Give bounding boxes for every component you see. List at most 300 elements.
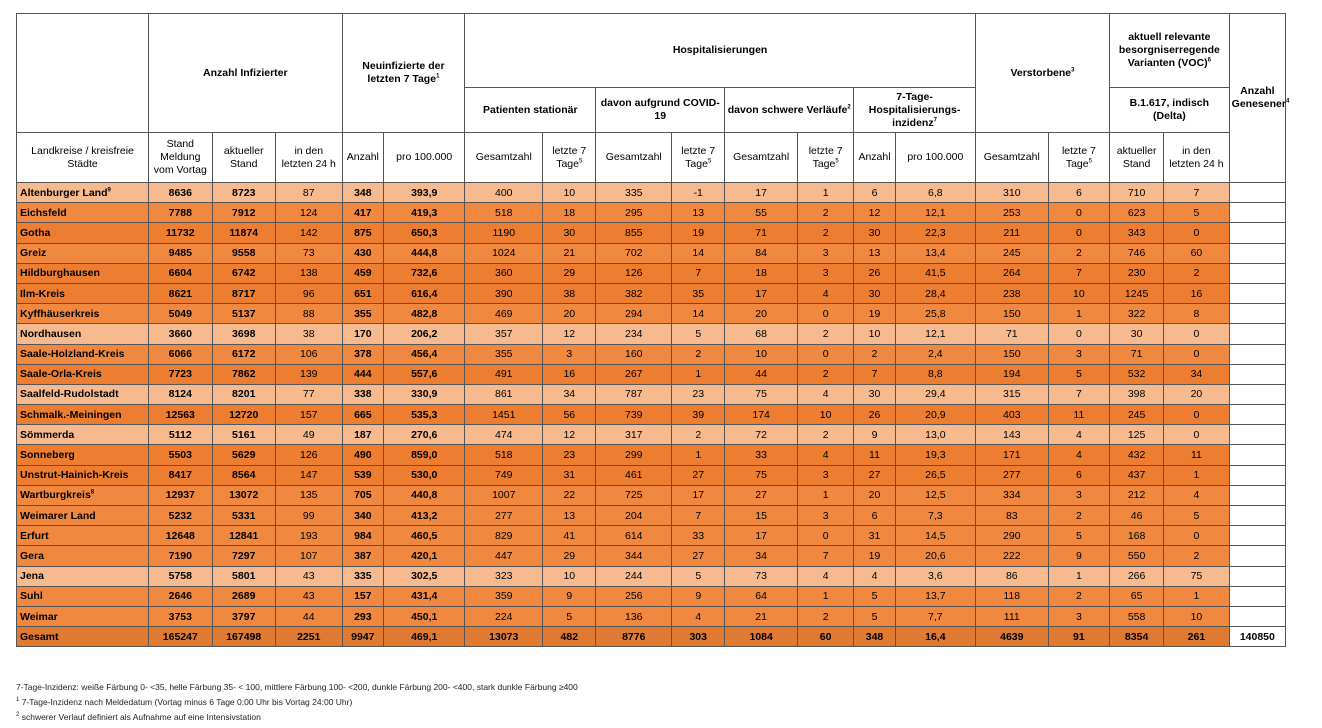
table-container [16, 13, 1290, 647]
table-cell: 118 [975, 586, 1048, 606]
table-cell: 277 [465, 506, 543, 526]
table-cell: 21 [725, 606, 798, 626]
table-cell: 20 [725, 304, 798, 324]
table-cell: 10 [543, 183, 596, 203]
table-cell: 322 [1110, 304, 1164, 324]
table-cell: 111 [975, 606, 1048, 626]
table-cell: 398 [1110, 384, 1164, 404]
header-aktueller-stand: aktueller Stand [1110, 133, 1164, 183]
table-cell: 12720 [212, 405, 275, 425]
table-cell: 3,6 [895, 566, 975, 586]
table-cell: 482,8 [384, 304, 465, 324]
table-cell: 25,8 [895, 304, 975, 324]
table-cell: 3797 [212, 606, 275, 626]
district-name: Gesamt [17, 627, 149, 647]
table-cell: 34 [543, 384, 596, 404]
table-cell: 2 [798, 223, 854, 243]
table-cell: 875 [342, 223, 384, 243]
table-cell: 20,9 [895, 405, 975, 425]
table-cell: 21 [543, 243, 596, 263]
table-cell: 4 [1048, 445, 1109, 465]
table-cell: 2 [798, 425, 854, 445]
table-cell: 518 [465, 203, 543, 223]
table-cell: 8201 [212, 384, 275, 404]
table-cell: 12,1 [895, 324, 975, 344]
table-cell: 31 [854, 526, 896, 546]
table-cell: 17 [725, 283, 798, 303]
table-cell: 12841 [212, 526, 275, 546]
table-cell: 29 [543, 546, 596, 566]
table-cell: 474 [465, 425, 543, 445]
table-row [17, 324, 1286, 344]
table-cell: 11732 [149, 223, 212, 243]
table-cell: 41,5 [895, 263, 975, 283]
table-cell: 238 [975, 283, 1048, 303]
table-cell: 3 [798, 506, 854, 526]
header-gesamtzahl: Gesamtzahl [975, 133, 1048, 183]
table-cell: 6 [854, 506, 896, 526]
table-cell: 2 [672, 425, 725, 445]
table-cell: 6172 [212, 344, 275, 364]
table-cell: 315 [975, 384, 1048, 404]
table-cell: 1 [1048, 566, 1109, 586]
table-cell: 393,9 [384, 183, 465, 203]
district-name: Sömmerda [17, 425, 149, 445]
table-cell: 87 [275, 183, 342, 203]
table-cell: 211 [975, 223, 1048, 243]
table-cell: 13,7 [895, 586, 975, 606]
table-cell: 444,8 [384, 243, 465, 263]
table-cell: 355 [342, 304, 384, 324]
genesene-cell [1229, 606, 1285, 626]
table-cell: 11 [1048, 405, 1109, 425]
table-cell: 6 [854, 183, 896, 203]
table-cell: 359 [465, 586, 543, 606]
table-cell: 10 [1048, 283, 1109, 303]
header-letzte-7-tage: letzte 7 Tage$^5$ [798, 133, 854, 183]
table-cell: 170 [342, 324, 384, 344]
table-cell: 2,4 [895, 344, 975, 364]
table-cell: 340 [342, 506, 384, 526]
table-cell: 665 [342, 405, 384, 425]
table-cell: 193 [275, 526, 342, 546]
table-cell: 13,0 [895, 425, 975, 445]
table-cell: 11 [1164, 445, 1230, 465]
table-cell: 150 [975, 344, 1048, 364]
table-cell: 77 [275, 384, 342, 404]
table-cell: 139 [275, 364, 342, 384]
header-letzte-7-tage: letzte 7 Tage$^5$ [543, 133, 596, 183]
header-pro-100000: pro 100.000 [384, 133, 465, 183]
table-cell: 518 [465, 445, 543, 465]
table-cell: 1 [798, 586, 854, 606]
district-name: Weimarer Land [17, 506, 149, 526]
table-row [17, 445, 1286, 465]
genesene-cell [1229, 324, 1285, 344]
table-cell: 23 [672, 384, 725, 404]
table-cell: 5 [543, 606, 596, 626]
table-cell: 431,4 [384, 586, 465, 606]
table-cell: 64 [725, 586, 798, 606]
table-row [17, 546, 1286, 566]
table-cell: 348 [342, 183, 384, 203]
header-anzahl: Anzahl [342, 133, 384, 183]
table-cell: 8417 [149, 465, 212, 485]
genesene-cell [1229, 263, 1285, 283]
table-cell: 20 [1164, 384, 1230, 404]
table-cell: 1 [798, 183, 854, 203]
table-cell: 0 [1164, 526, 1230, 546]
genesene-cell [1229, 223, 1285, 243]
table-cell: 616,4 [384, 283, 465, 303]
table-cell: 75 [1164, 566, 1230, 586]
table-cell: 0 [798, 344, 854, 364]
table-cell: 16,4 [895, 627, 975, 647]
table-cell: 9 [672, 586, 725, 606]
table-cell: 9558 [212, 243, 275, 263]
table-cell: 2 [1048, 243, 1109, 263]
table-cell: 35 [672, 283, 725, 303]
table-cell: 430 [342, 243, 384, 263]
table-cell: 787 [596, 384, 672, 404]
table-cell: 338 [342, 384, 384, 404]
header-hospitalisierungen: Hospitalisierungen [465, 14, 976, 88]
table-cell: 7912 [212, 203, 275, 223]
table-cell: 4 [1048, 425, 1109, 445]
table-cell: 71 [725, 223, 798, 243]
table-cell: 9 [1048, 546, 1109, 566]
table-cell: 171 [975, 445, 1048, 465]
genesene-cell [1229, 344, 1285, 364]
table-cell: 302,5 [384, 566, 465, 586]
table-cell: 5331 [212, 506, 275, 526]
table-body [17, 183, 1286, 647]
table-cell: 1 [672, 364, 725, 384]
table-cell: 33 [672, 526, 725, 546]
table-cell: 5 [1164, 203, 1230, 223]
table-cell: 295 [596, 203, 672, 223]
table-cell: 461 [596, 465, 672, 485]
table-cell: 136 [596, 606, 672, 626]
table-cell: 413,2 [384, 506, 465, 526]
table-cell: 558 [1110, 606, 1164, 626]
table-cell: 147 [275, 465, 342, 485]
table-cell: 3698 [212, 324, 275, 344]
table-cell: 206,2 [384, 324, 465, 344]
header-in-den-24h: in den letzten 24 h [1164, 133, 1230, 183]
table-cell: 2 [798, 606, 854, 626]
district-name: Kyffhäuserkreis [17, 304, 149, 324]
table-cell: 34 [725, 546, 798, 566]
footnotes [16, 680, 578, 725]
header-aktueller-stand: aktueller Stand [212, 133, 275, 183]
table-cell: 344 [596, 546, 672, 566]
table-cell: 3 [798, 263, 854, 283]
table-cell: 417 [342, 203, 384, 223]
table-cell: 20 [543, 304, 596, 324]
table-cell: 1 [798, 485, 854, 505]
table-cell: 204 [596, 506, 672, 526]
table-cell: 702 [596, 243, 672, 263]
table-cell: 30 [543, 223, 596, 243]
table-cell: 6 [1048, 465, 1109, 485]
table-cell: 2251 [275, 627, 342, 647]
table-row [17, 283, 1286, 303]
table-cell: 360 [465, 263, 543, 283]
table-cell: 1084 [725, 627, 798, 647]
table-cell: 984 [342, 526, 384, 546]
table-cell: 532 [1110, 364, 1164, 384]
table-cell: 138 [275, 263, 342, 283]
table-cell: 174 [725, 405, 798, 425]
table-total-row [17, 627, 1286, 647]
table-cell: 19 [672, 223, 725, 243]
table-cell: 44 [725, 364, 798, 384]
table-cell: 14 [672, 304, 725, 324]
table-cell: 323 [465, 566, 543, 586]
table-row [17, 223, 1286, 243]
table-cell: 12937 [149, 485, 212, 505]
table-cell: 739 [596, 405, 672, 425]
header-anzahl: Anzahl [854, 133, 896, 183]
table-cell: 84 [725, 243, 798, 263]
district-name: Gera [17, 546, 149, 566]
table-cell: 27 [725, 485, 798, 505]
table-cell: 30 [854, 223, 896, 243]
header-anzahl-infizierter: Anzahl Infizierter [149, 14, 342, 133]
table-cell: 270,6 [384, 425, 465, 445]
table-cell: 124 [275, 203, 342, 223]
table-cell: 390 [465, 283, 543, 303]
table-cell: 83 [975, 506, 1048, 526]
table-cell: 10 [854, 324, 896, 344]
table-cell: 5137 [212, 304, 275, 324]
table-cell: 244 [596, 566, 672, 586]
district-name: Saale-Orla-Kreis [17, 364, 149, 384]
table-cell: 746 [1110, 243, 1164, 263]
table-cell: 334 [975, 485, 1048, 505]
header-hosp-inzidenz: 7-Tage-Hospitalisierungs-inzidenz$^7$ [854, 88, 976, 133]
table-cell: 8 [1164, 304, 1230, 324]
table-cell: 749 [465, 465, 543, 485]
district-name: Schmalk.-Meiningen [17, 405, 149, 425]
table-cell: 2 [672, 344, 725, 364]
table-cell: 212 [1110, 485, 1164, 505]
table-cell: 5 [854, 606, 896, 626]
table-cell: 22,3 [895, 223, 975, 243]
table-cell: 17 [725, 526, 798, 546]
table-cell: 557,6 [384, 364, 465, 384]
table-cell: 16 [1164, 283, 1230, 303]
table-cell: 3 [798, 243, 854, 263]
table-row [17, 243, 1286, 263]
table-cell: 245 [1110, 405, 1164, 425]
genesene-cell [1229, 506, 1285, 526]
table-cell: 44 [275, 606, 342, 626]
district-name: Wartburgkreis$^8$ [17, 485, 149, 505]
table-row [17, 183, 1286, 203]
table-cell: 6742 [212, 263, 275, 283]
genesene-cell [1229, 546, 1285, 566]
table-cell: 22 [543, 485, 596, 505]
table-cell: 343 [1110, 223, 1164, 243]
table-cell: 10 [798, 405, 854, 425]
table-row [17, 384, 1286, 404]
table-cell: 266 [1110, 566, 1164, 586]
table-cell: 12648 [149, 526, 212, 546]
genesene-cell [1229, 283, 1285, 303]
table-cell: 33 [725, 445, 798, 465]
table-row [17, 203, 1286, 223]
table-cell: 2 [798, 324, 854, 344]
table-cell: 382 [596, 283, 672, 303]
table-cell: 855 [596, 223, 672, 243]
table-cell: 14 [672, 243, 725, 263]
district-name: Suhl [17, 586, 149, 606]
table-cell: 30 [1110, 324, 1164, 344]
table-row [17, 526, 1286, 546]
table-cell: 38 [275, 324, 342, 344]
table-cell: 19 [854, 546, 896, 566]
table-cell: 3753 [149, 606, 212, 626]
table-cell: 5758 [149, 566, 212, 586]
table-cell: 65 [1110, 586, 1164, 606]
table-cell: 19 [854, 304, 896, 324]
district-name: Altenburger Land$^9$ [17, 183, 149, 203]
header-voc: aktuell relevante besorgniserregende Varianten (VOC)$^6$ [1110, 14, 1230, 88]
genesene-cell [1229, 243, 1285, 263]
table-cell: 1451 [465, 405, 543, 425]
table-cell: 7 [1048, 384, 1109, 404]
table-cell: 14,5 [895, 526, 975, 546]
table-cell: 167498 [212, 627, 275, 647]
header-blank [17, 14, 149, 133]
header-pro-100000: pro 100.000 [895, 133, 975, 183]
table-cell: 387 [342, 546, 384, 566]
table-cell: 5232 [149, 506, 212, 526]
table-cell: 437 [1110, 465, 1164, 485]
table-cell: 7 [854, 364, 896, 384]
table-cell: 1 [1164, 465, 1230, 485]
district-name: Eichsfeld [17, 203, 149, 223]
table-cell: 0 [1048, 324, 1109, 344]
table-cell: 4639 [975, 627, 1048, 647]
table-row [17, 485, 1286, 505]
table-cell: 7297 [212, 546, 275, 566]
table-cell: 460,5 [384, 526, 465, 546]
table-cell: 13,4 [895, 243, 975, 263]
footnote-legend: 7-Tage-Inzidenz: weiße Färbung 0- <35, helle Färbung 35- < 100, mittlere Färbung 100- <200, dunkle Färbung 200- <400, stark dunkle Färbung ≥400 [16, 682, 578, 692]
table-cell: 142 [275, 223, 342, 243]
table-cell: 447 [465, 546, 543, 566]
table-cell: 6 [1048, 183, 1109, 203]
table-cell: 125 [1110, 425, 1164, 445]
table-cell: 4 [798, 384, 854, 404]
table-cell: 126 [596, 263, 672, 283]
table-cell: 165247 [149, 627, 212, 647]
table-cell: 27 [854, 465, 896, 485]
table-cell: 550 [1110, 546, 1164, 566]
table-cell: 12 [543, 324, 596, 344]
table-cell: 6066 [149, 344, 212, 364]
table-cell: 482 [543, 627, 596, 647]
table-cell: 7723 [149, 364, 212, 384]
table-row [17, 364, 1286, 384]
table-cell: 5503 [149, 445, 212, 465]
table-cell: 157 [342, 586, 384, 606]
header-neuinfizierte: Neuinfizierte der letzten 7 Tage$^1$ [342, 14, 465, 133]
genesene-cell [1229, 405, 1285, 425]
footnote-1: $^1$ 7-Tage-Inzidenz nach Meldedatum (Vortag minus 6 Tage 0:00 Uhr bis Vortag 24:00 Uhr) [16, 697, 353, 707]
table-cell: 16 [543, 364, 596, 384]
table-cell: 10 [543, 566, 596, 586]
header-in-den-24h: in den letzten 24 h [275, 133, 342, 183]
table-cell: 39 [672, 405, 725, 425]
table-cell: 9 [854, 425, 896, 445]
table-cell: 73 [725, 566, 798, 586]
table-cell: 317 [596, 425, 672, 445]
table-cell: 0 [1048, 203, 1109, 223]
table-cell: 28,4 [895, 283, 975, 303]
table-cell: 0 [1164, 344, 1230, 364]
table-row [17, 606, 1286, 626]
table-cell: 2 [798, 364, 854, 384]
table-cell: 1024 [465, 243, 543, 263]
table-cell: 5 [672, 324, 725, 344]
table-cell: 71 [1110, 344, 1164, 364]
table-cell: 403 [975, 405, 1048, 425]
genesene-cell [1229, 586, 1285, 606]
table-cell: 256 [596, 586, 672, 606]
table-cell: 8564 [212, 465, 275, 485]
table-cell: 23 [543, 445, 596, 465]
table-cell: 0 [1164, 223, 1230, 243]
table-cell: 1 [1048, 304, 1109, 324]
district-name: Gotha [17, 223, 149, 243]
genesene-cell [1229, 485, 1285, 505]
table-cell: 469 [465, 304, 543, 324]
table-cell: 15 [725, 506, 798, 526]
table-cell: 623 [1110, 203, 1164, 223]
table-cell: 253 [975, 203, 1048, 223]
footnote-2: $^2$ schwerer Verlauf definiert als Aufnahme auf eine Intensivstation [16, 712, 261, 722]
table-cell: 41 [543, 526, 596, 546]
table-cell: 303 [672, 627, 725, 647]
table-cell: 75 [725, 384, 798, 404]
table-cell: 2 [798, 203, 854, 223]
table-cell: 400 [465, 183, 543, 203]
table-cell: 46 [1110, 506, 1164, 526]
table-cell: 859,0 [384, 445, 465, 465]
table-cell: 18 [543, 203, 596, 223]
table-cell: 861 [465, 384, 543, 404]
table-cell: 10 [1164, 606, 1230, 626]
district-name: Ilm-Kreis [17, 283, 149, 303]
table-cell: 73 [275, 243, 342, 263]
table-cell: 456,4 [384, 344, 465, 364]
header-stand-vortag: Stand Meldung vom Vortag [149, 133, 212, 183]
genesene-cell [1229, 304, 1285, 324]
table-cell: 7 [1048, 263, 1109, 283]
table-cell: 5161 [212, 425, 275, 445]
table-cell: 43 [275, 586, 342, 606]
table-cell: 491 [465, 364, 543, 384]
table-cell: 13 [672, 203, 725, 223]
table-row [17, 425, 1286, 445]
table-cell: 9947 [342, 627, 384, 647]
table-cell: 732,6 [384, 263, 465, 283]
table-cell: 71 [975, 324, 1048, 344]
